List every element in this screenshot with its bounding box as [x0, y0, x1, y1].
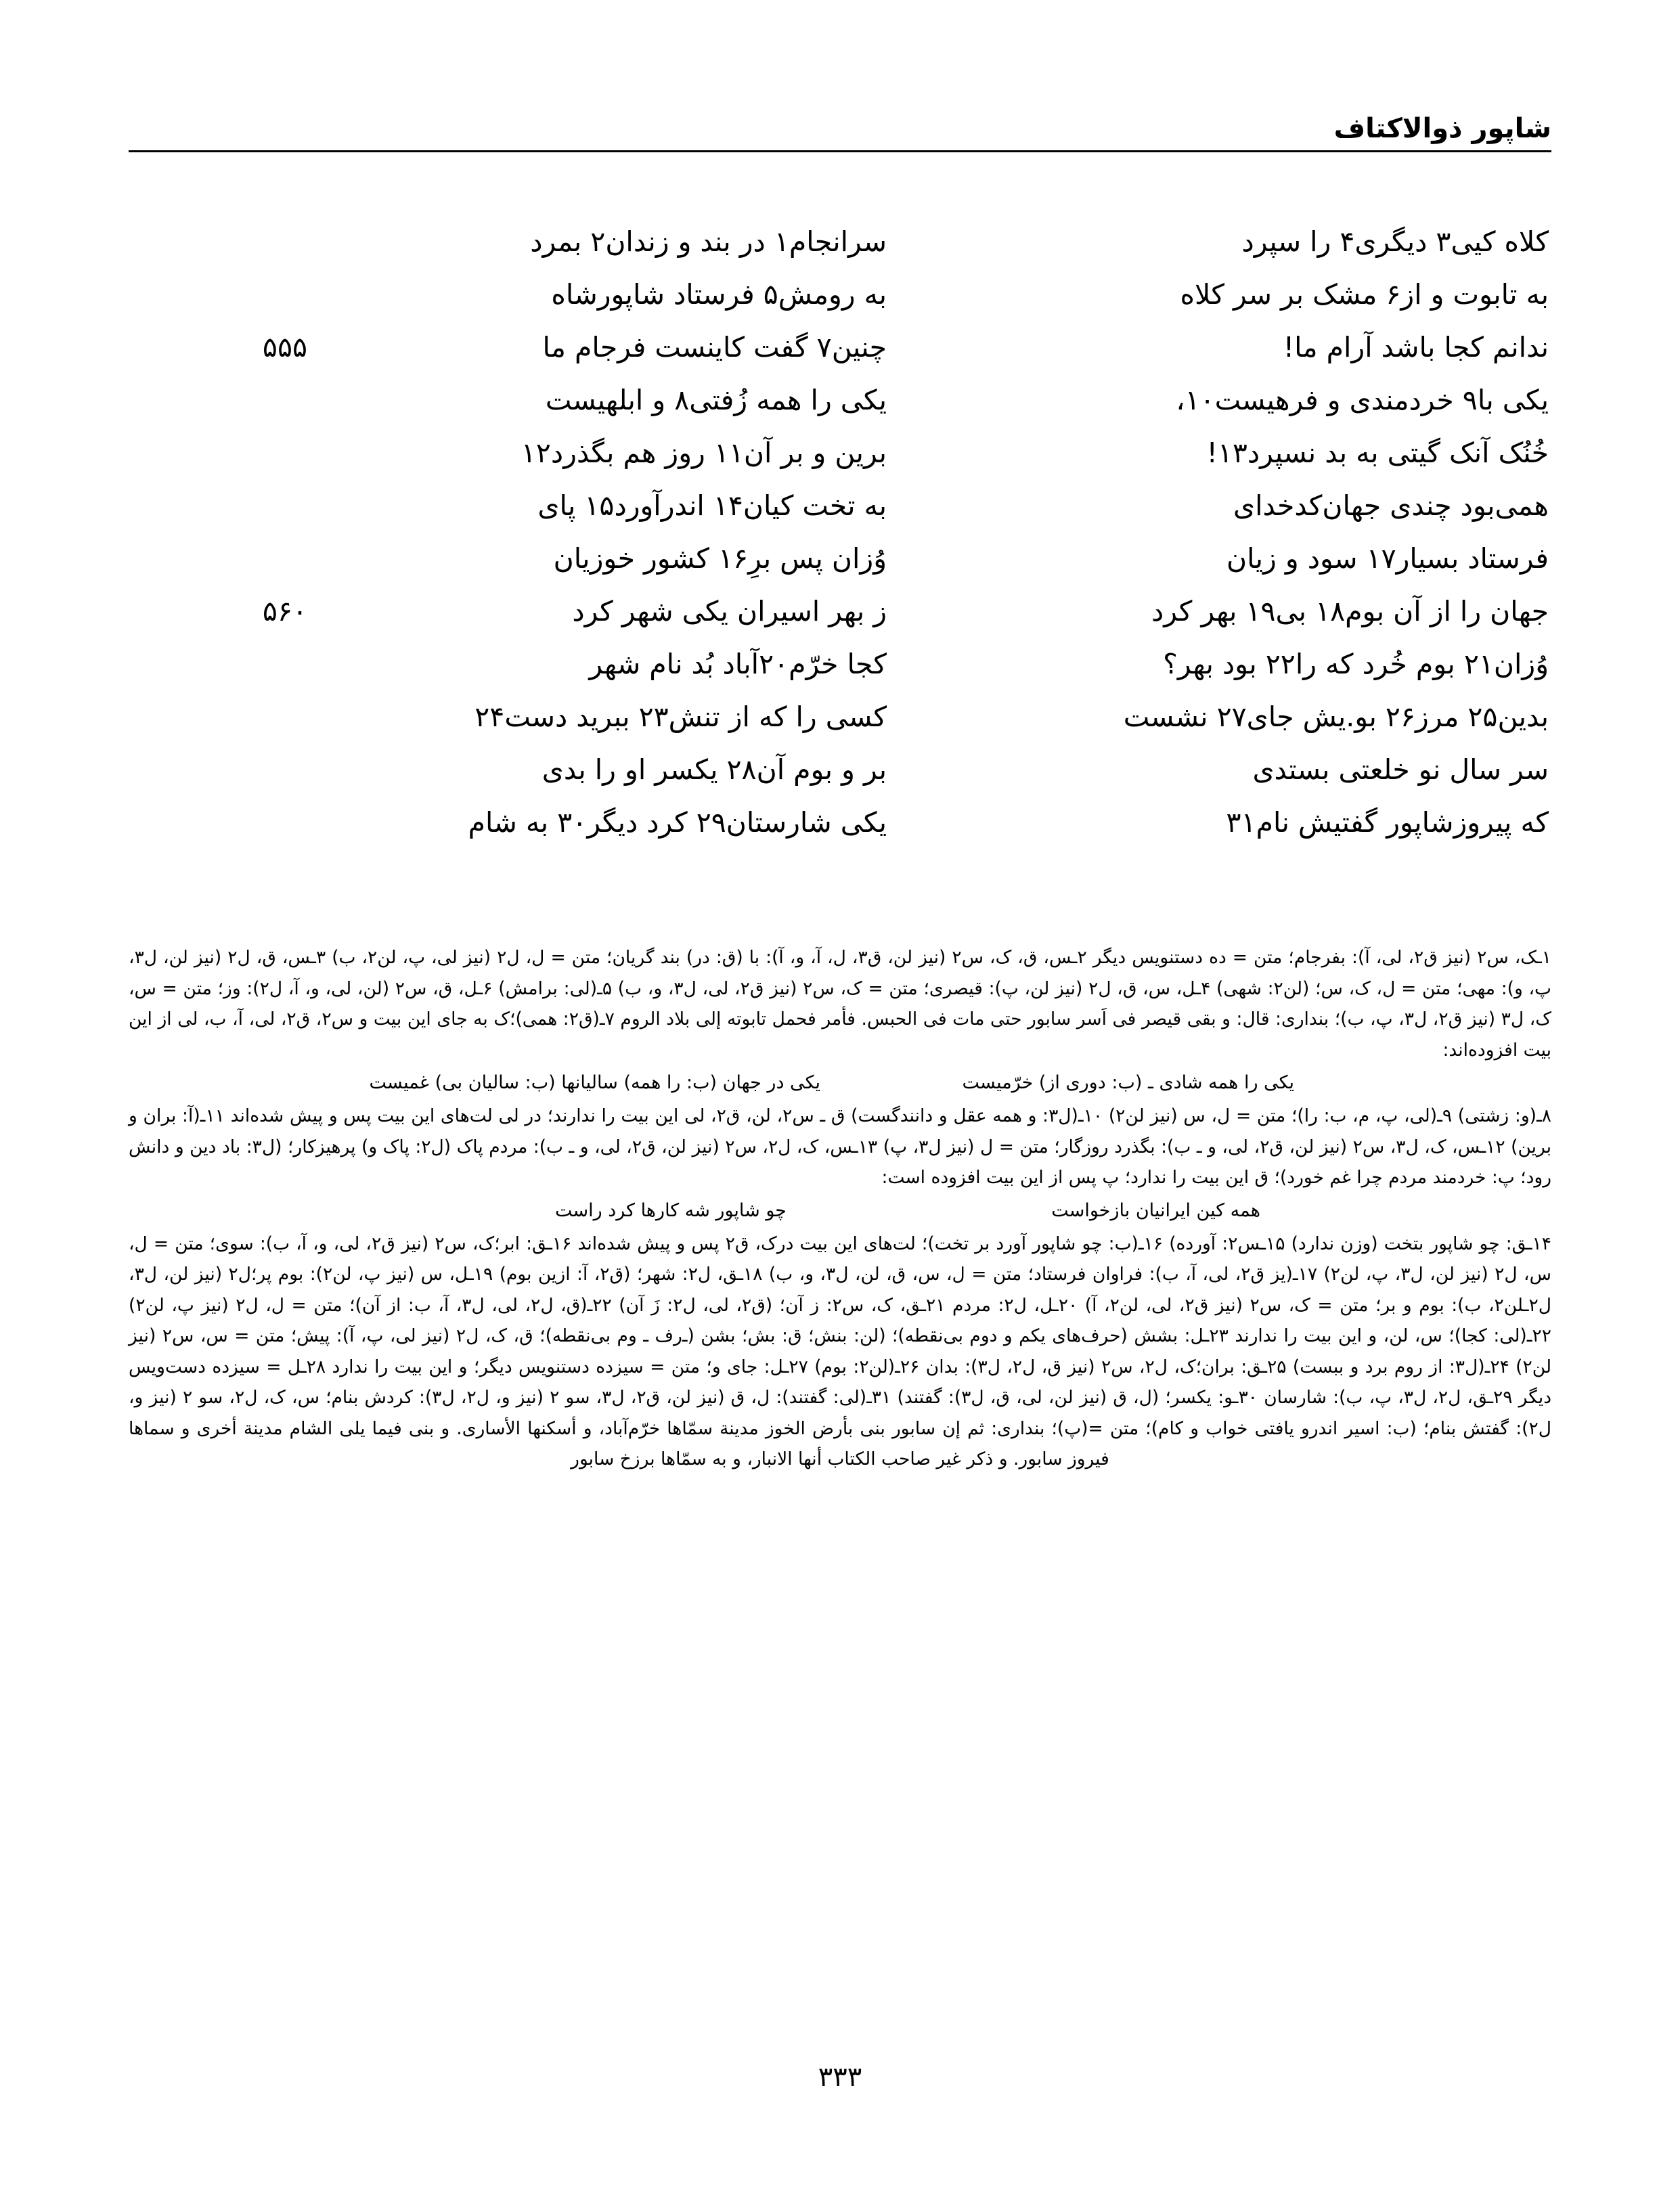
hemistich-right [307, 374, 889, 426]
hemistich-left [969, 215, 1551, 268]
hemistich-right-text: سرانجام۱ در بند و زندان۲ بمرد [530, 225, 887, 258]
hemistich-left-text: یکی با۹ خردمندی و فرهیست۱۰، [1176, 384, 1549, 416]
hemistich-right [307, 638, 889, 690]
hemistich-left [969, 796, 1551, 849]
hemistich-right-text: به تخت کیان۱۴ اندرآورد۱۵ پای [537, 489, 887, 522]
couplet-row [129, 690, 1551, 743]
hemistich-left-text: همی‌بود چندی جهان‌کدخدای [1233, 489, 1549, 522]
hemistich-left-text: خُنُک آنک گیتی به بد نسپرد۱۳! [1206, 437, 1549, 469]
hemistich-right [307, 426, 889, 479]
hemistich-left-text: ندانم کجا باشد آرام ما! [1283, 331, 1549, 363]
hemistich-right-text: برین و بر آن۱۱ روز هم بگذرد۱۲ [521, 437, 887, 469]
hemistich-right-text: یکی شارستان۲۹ کرد دیگر۳۰ به شام [468, 806, 887, 839]
apparatus-paragraph: ۸ـ(و: زشتی) ۹ـ(لی، پ، م، ب: را)؛ متن = ل، س (نیز لن۲) ۱۰ـ(ل۳: و همه عقل و دانندگست) ق ـ س۲، لن، ق۲، لی این بیت را ندارند؛ در لی لت‌های این بیت پس و پیش شده‌اند ۱۱ـ(آ: بران و برین) ۱۲ـس، ک، ل۳، س۲ (نیز لن، ق۲، لی، و ـ ب): بگذرد روزگار؛ متن = ل (نیز ل۳، پ) ۱۳ـس، ک، ل۲، س۲ (نیز لن، ق۲، لی، و ـ ب): مردم پاک (ل۲: پاک و) پرهیزکار؛ (ل۳: باد دین و دانش رود؛ پ: خردمند مردم چرا غم خورد)؛ ق این بیت را ندارد؛ پ پس از این بیت افزوده است: [129, 1105, 1552, 1188]
hemistich-right-text: بر و بوم آن۲۸ یکسر او را بدی [541, 753, 887, 786]
inset-hemistich-right: یکی در جهان (ب: را همه) سالیانها (ب: سالیان بی) غمیست [369, 1072, 820, 1093]
apparatus-criticus [129, 942, 1551, 1475]
apparatus-paragraph: ۱ـک، س۲ (نیز ق۲، لی، آ): بفرجام؛ متن = ده دستنویس دیگر ۲ـس، ق، ک، س۲ (نیز لن، ق۳، ل، آ، و، آ): با (ق: در) بند گریان؛ متن = ل، ل۲ (نیز لی، پ، لن۲، ب) ۳ـس، ق، ل۲ (نیز لن، ل۳، پ، و): مهی؛ متن = ل، ک، س؛ (لن۲: شهی) ۴ـل، س، ق، ل۲ (نیز لن، پ): قیصری؛ متن = ک، س۲ (نیز ق۲، لی، ل۳، و، ب) ۵ـ(لی: برامش) ۶ـل، ق، س۲ (لن، لی، و، آ، ل۲): وز؛ متن = س، ک، ل۳ (نیز ق۲، ل۳، پ، ب)؛ بنداری: قال: و بقی قیصر فی اَسر سابور حتی مات فی الحبس. فأمر فحمل تابوته إلی بلاد الروم ۷ـ(ق۲: همی)؛ک به جای این بیت و س۲، ق۲، لی، آ، ب، لی از این بیت افزوده‌اند: [129, 947, 1552, 1061]
couplet-row [129, 479, 1551, 532]
hemistich-left-text: بدین۲۵ مرز۲۶ بو.یش جای۲۷ نشست [1123, 701, 1549, 733]
hemistich-right [307, 479, 889, 532]
hemistich-left [969, 585, 1551, 638]
hemistich-right-text: وُزان پس برِ۱۶ کشور خوزیان [553, 542, 887, 575]
hemistich-left-text: وُزان۲۱ بوم خُرد که را۲۲ بود بهر؟ [1163, 648, 1549, 680]
hemistich-right [307, 268, 889, 321]
verse-block [129, 215, 1551, 849]
hemistich-right-text: به رومش۵ فرستاد شاپورشاه [551, 278, 887, 311]
inset-couplet [129, 1065, 1551, 1101]
couplet-row [129, 215, 1551, 268]
hemistich-left [969, 321, 1551, 374]
hemistich-right-text: ز بهر اسیران یکی شهر کرد [572, 595, 887, 627]
running-head-title: شاپور ذوالاکتاف [1333, 113, 1551, 144]
hemistich-left [969, 479, 1551, 532]
running-head-area [129, 114, 1551, 152]
couplet-row [129, 532, 1551, 585]
couplet-row [129, 585, 1551, 638]
hemistich-left [969, 743, 1551, 796]
hemistich-right-text: کسی را که از تنش۲۳ ببرید دست۲۴ [474, 701, 887, 733]
hemistich-left-text: به تابوت و از۶ مشک بر سر کلاه [1180, 278, 1549, 311]
inset-hemistich-right: چو شاپور شه کارها کرد راست [554, 1199, 787, 1221]
header-divider-rule [129, 150, 1551, 152]
hemistich-left [969, 638, 1551, 690]
verse-number: ۵۵۵ [262, 331, 307, 363]
apparatus-paragraph: ۱۴ـق: چو شاپور بتخت (وزن ندارد) ۱۵ـس۲: آورده) ۱۶ـ(ب: چو شاپور آورد بر تخت)؛ لت‌های این بیت درک، ق۲ پس و پیش شده‌اند ۱۶ـق: ابر؛ک، س۲ (نیز ق۲، لی، و، آ، ب): سوی؛ متن = ل، س، ل۲ (نیز لن، ل۳، پ، لن۲) ۱۷ـ(یز ق۲، لی، آ، ب): فراوان فرستاد؛ متن = ل، س، ق، لن، ل۳، و، ب) ۱۸ـق، ل۲: شهر؛ (ق۲، آ: ازین بوم) ۱۹ـل، س (نیز پ، لن۲): بوم پر؛ل۲ (نیز لن، ل۳، ل۲ـلن۲، ب): بوم و بر؛ متن = ک، س۲ (نیز ق۲، لی، لن۲، آ) ۲۰ـل، ل۲: مردم ۲۱ـق، ک، س۲: ز آن؛ (ق۲، لی، ل۲: زَ آن) ۲۲ـ(ق، ل۲، لی، ل۳، آ، ب: از آن)؛ متن = ل، ل۲ (نیز پ، لن۲) ۲۲ـ(لی: کجا)؛ س، لن، و این بیت را ندارند ۲۳ـل: بشش (حرف‌های یکم و دوم بی‌نقطه)؛ (لن: بنش؛ ق: بش؛ بشن (ـ‌رف ـ وم بی‌نقطه)؛ ق، ک، ل۲ (نیز لی، پ، آ): پیش؛ متن = س، س۲ (نیز لن۲) ۲۴ـ(ل۳: از روم برد و ببست) ۲۵ـق: بران؛ک، ل۲، س۲ (نیز ق، ل۲، ل۳): بدان ۲۶ـ(لن۲: بوم) ۲۷ـل: جای و؛ متن = سیزده دستنویس دیگر؛ و این بیت را ندارد ۲۸ـل = سیزده دست‌ویس دیگر ۲۹ـق، ل۲، ل۳، پ، ب): شارسان ۳۰ـو: یکسر؛ (ل، ق (نیز لن، لی، ق، ل۳): گفتند) ۳۱ـ(لی: گفتند): ل، ق (نیز لن، ق۲، ل۳، سو ۲ (نیز و، ل۲، ل۳): کردش بنام؛ س، ک، ل۲، سو ۲ (نیز و، ل۲): گفتش بنام؛ (ب: اسیر اندرو یافتی خواب و کام)؛ متن =(پ)؛ بنداری: ثم إن سابور بنی بأرض الخوز مدینة سمّاها خرّم‌آباد، و أسکنها الأساری. و بنی فیما یلی الشام مدینة أخری و سماها فیروز سابور. و ذکر غیر صاحب الکتاب أنها الانبار، و به سمّاها برزخ سابور [129, 1233, 1552, 1469]
page-number: ۳۳۳ [818, 2062, 862, 2093]
hemistich-right [307, 796, 889, 849]
hemistich-left-text: جهان را از آن بوم۱۸ بی۱۹ بهر کرد [1151, 595, 1549, 627]
verse-number: ۵۶۰ [262, 595, 307, 627]
hemistich-right [307, 690, 889, 743]
couplet-row [129, 796, 1551, 849]
couplet-row [129, 743, 1551, 796]
hemistich-right-text: یکی را همه زُفتی۸ و ابلهیست [545, 384, 887, 416]
hemistich-left-text: سر سال نو خلعتی بستدی [1252, 753, 1549, 786]
hemistich-right [307, 743, 889, 796]
hemistich-left-text: که پیروزشاپور گفتیش نام۳۱ [1226, 806, 1549, 839]
hemistich-left [969, 374, 1551, 426]
inset-hemistich-left: همه کین ایرانیان بازخواست [1051, 1199, 1260, 1221]
hemistich-left [969, 690, 1551, 743]
hemistich-left [969, 268, 1551, 321]
couplet-row [129, 426, 1551, 479]
hemistich-right [307, 215, 889, 268]
hemistich-left-text: کلاه کیی۳ دیگری۴ را سپرد [1241, 225, 1549, 258]
inset-couplet [129, 1193, 1551, 1229]
couplet-row [129, 374, 1551, 426]
inset-hemistich-left: یکی را همه شادی ـ (ب: دوری از) خرّمیست [962, 1072, 1294, 1093]
hemistich-right [307, 585, 889, 638]
hemistich-right-text: چنین۷ گفت کاینست فرجام ما [542, 331, 887, 363]
couplet-row [129, 268, 1551, 321]
hemistich-left-text: فرستاد بسیار۱۷ سود و زیان [1226, 542, 1549, 575]
hemistich-left [969, 426, 1551, 479]
hemistich-right-text: کجا خرّم۲۰آباد بُد نام شهر [589, 648, 887, 680]
couplet-row [129, 638, 1551, 690]
hemistich-right [307, 321, 889, 374]
hemistich-left [969, 532, 1551, 585]
hemistich-right [307, 532, 889, 585]
couplet-row [129, 321, 1551, 374]
